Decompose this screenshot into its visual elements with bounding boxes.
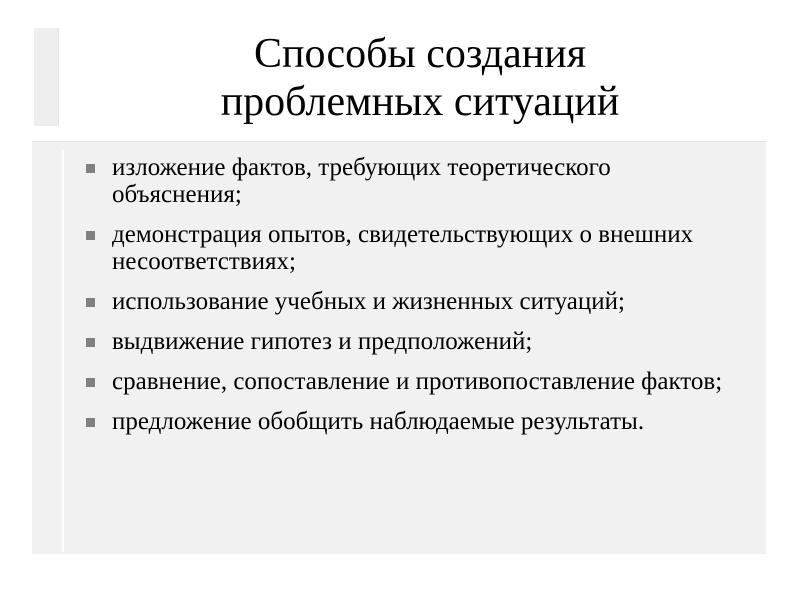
list-item bbox=[84, 368, 744, 395]
list-item-text: использование учебных и жизненных ситуаций; bbox=[112, 288, 625, 315]
bullet-list bbox=[84, 154, 744, 448]
square-bullet-icon bbox=[86, 378, 95, 387]
list-item bbox=[84, 328, 744, 355]
square-bullet-icon bbox=[86, 298, 95, 307]
slide-title-line-1: Способы создания bbox=[253, 31, 587, 77]
list-item bbox=[84, 154, 744, 208]
list-item-text: сравнение, сопоставление и противопоставление фактов; bbox=[112, 368, 723, 395]
square-bullet-icon bbox=[86, 231, 95, 240]
list-item-text: выдвижение гипотез и предположений; bbox=[112, 328, 533, 355]
square-bullet-icon bbox=[86, 418, 95, 427]
list-item bbox=[84, 408, 744, 435]
list-item bbox=[84, 288, 744, 315]
square-bullet-icon bbox=[86, 164, 95, 173]
list-item-text: предложение обобщить наблюдаемые результаты. bbox=[112, 408, 645, 435]
list-item-text: изложение фактов, требующих теоретического объяснения; bbox=[112, 154, 611, 208]
slide-title-line-2: проблемных ситуаций bbox=[220, 79, 620, 125]
square-bullet-icon bbox=[86, 338, 95, 347]
decorative-bar bbox=[34, 28, 59, 126]
panel-top-divider bbox=[32, 141, 766, 142]
panel-edge-line bbox=[62, 150, 64, 552]
slide-title bbox=[110, 30, 730, 126]
list-item bbox=[84, 221, 744, 275]
list-item-text: демонстрация опытов, свидетельствующих о внешних несоответствиях; bbox=[112, 221, 694, 275]
